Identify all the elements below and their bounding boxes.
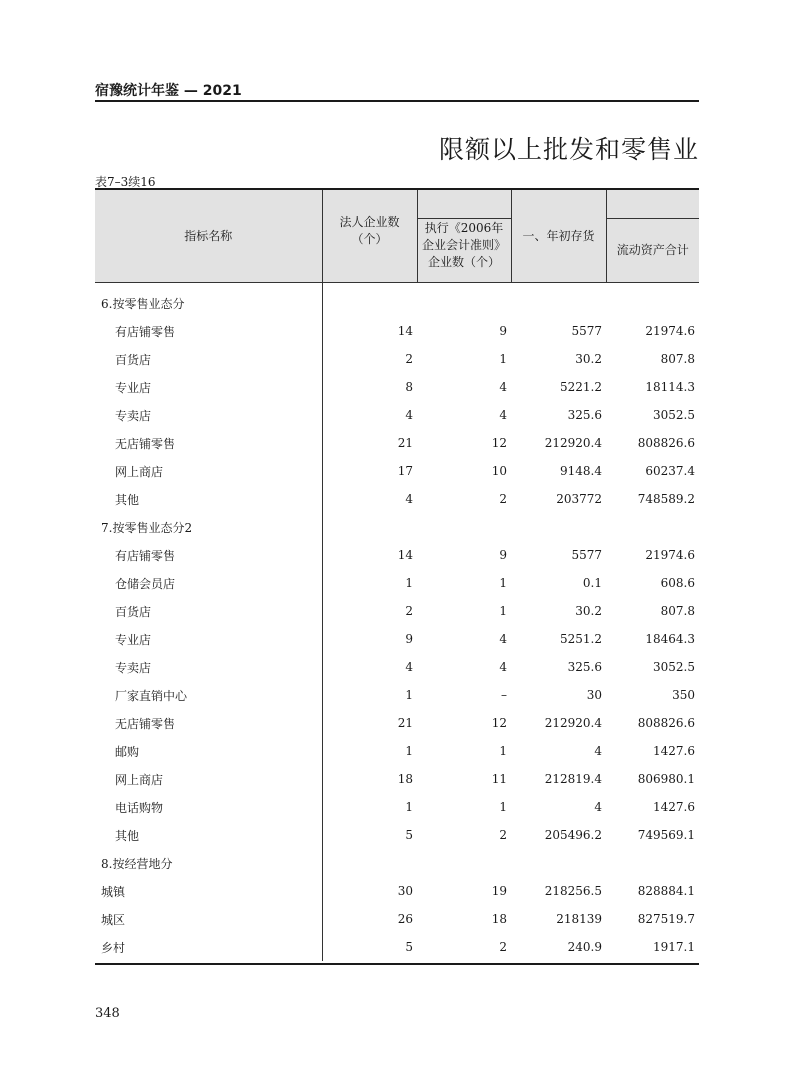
row-std2006	[417, 513, 511, 541]
row-current-assets: 748589.2	[637, 492, 695, 506]
row-inventory: 218139	[556, 912, 602, 926]
row-current-assets: 18114.3	[645, 380, 695, 394]
row-inventory	[511, 849, 606, 877]
row-legal-entities: 4	[322, 653, 417, 681]
row-std2006: 4	[499, 408, 507, 422]
table-row	[95, 709, 699, 737]
row-std2006	[417, 283, 511, 318]
row-name: 其他	[115, 828, 140, 843]
row-legal-entities: 1	[322, 569, 417, 597]
row-name: 百货店	[115, 352, 152, 367]
row-current-assets: 3052.5	[653, 408, 695, 422]
row-legal-entities: 5	[322, 821, 417, 849]
row-name: 无店铺零售	[115, 436, 176, 451]
row-current-assets	[606, 849, 699, 877]
row-inventory: 5221.2	[560, 380, 602, 394]
table-row	[95, 345, 699, 373]
row-current-assets: 18464.3	[645, 632, 695, 646]
row-current-assets: 808826.6	[637, 716, 695, 730]
row-std2006: 18	[491, 912, 507, 926]
section-title: 限额以上批发和零售业	[438, 135, 699, 164]
running-title: 宿豫统计年鉴 — 2021	[95, 83, 242, 99]
table-row	[95, 569, 699, 597]
row-legal-entities: 1	[322, 681, 417, 709]
row-legal-entities: 9	[322, 625, 417, 653]
row-current-assets: 749569.1	[637, 828, 695, 842]
table-row	[95, 513, 699, 541]
row-std2006: 1	[499, 352, 507, 366]
table-row	[95, 849, 699, 877]
row-std2006: 4	[499, 660, 507, 674]
row-current-assets: 807.8	[660, 352, 695, 366]
column-header-legal-entities: 法人企业数 （个）	[322, 189, 417, 283]
row-inventory: 218256.5	[544, 884, 602, 898]
table-row	[95, 653, 699, 681]
row-current-assets: 60237.4	[645, 464, 695, 478]
row-name: 其他	[115, 492, 140, 507]
table-row	[95, 625, 699, 653]
row-name: 6.按零售业态分	[101, 296, 185, 311]
row-name: 专业店	[115, 632, 152, 647]
page-number: 348	[95, 1006, 120, 1021]
row-std2006: 12	[491, 436, 507, 450]
table-row	[95, 793, 699, 821]
row-legal-entities: 14	[322, 317, 417, 345]
row-name: 有店铺零售	[115, 324, 176, 339]
row-name: 厂家直销中心	[115, 688, 188, 703]
row-name: 7.按零售业态分2	[101, 520, 193, 535]
row-name: 仓储会员店	[115, 576, 176, 591]
row-std2006: 1	[499, 744, 507, 758]
row-current-assets: 807.8	[660, 604, 695, 618]
row-inventory: 4	[594, 800, 602, 814]
row-name: 专卖店	[115, 408, 152, 423]
row-legal-entities: 30	[322, 877, 417, 905]
row-current-assets: 21974.6	[645, 324, 695, 338]
column-header-name: 指标名称	[95, 189, 322, 283]
table-row	[95, 905, 699, 933]
table-row	[95, 877, 699, 905]
row-legal-entities: 2	[322, 345, 417, 373]
row-current-assets: 828884.1	[637, 884, 695, 898]
row-name: 8.按经营地分	[101, 856, 173, 871]
row-inventory: 212920.4	[544, 716, 602, 730]
row-std2006: 1	[499, 576, 507, 590]
table-row	[95, 457, 699, 485]
row-name: 无店铺零售	[115, 716, 176, 731]
statistics-table	[95, 188, 699, 961]
column-header-current-assets: 流动资产合计	[606, 189, 699, 283]
row-legal-entities: 8	[322, 373, 417, 401]
row-name: 邮购	[115, 744, 140, 759]
row-legal-entities: 17	[322, 457, 417, 485]
table-row	[95, 429, 699, 457]
row-name: 网上商店	[115, 772, 164, 787]
row-inventory: 5577	[571, 548, 602, 562]
row-name: 专业店	[115, 380, 152, 395]
table-row	[95, 821, 699, 849]
row-legal-entities: 21	[322, 429, 417, 457]
row-current-assets: 21974.6	[645, 548, 695, 562]
row-inventory: 203772	[556, 492, 602, 506]
row-legal-entities: 14	[322, 541, 417, 569]
row-legal-entities: 18	[322, 765, 417, 793]
row-inventory: 205496.2	[544, 828, 602, 842]
row-std2006: 2	[499, 492, 507, 506]
row-inventory: 9148.4	[560, 464, 602, 478]
row-std2006: 1	[499, 800, 507, 814]
row-legal-entities: 21	[322, 709, 417, 737]
row-name: 网上商店	[115, 464, 164, 479]
row-name: 专卖店	[115, 660, 152, 675]
row-std2006: –	[501, 688, 507, 702]
row-legal-entities: 2	[322, 597, 417, 625]
row-inventory	[511, 283, 606, 318]
row-current-assets: 350	[672, 688, 695, 702]
row-legal-entities: 1	[322, 793, 417, 821]
table-row	[95, 283, 699, 318]
row-std2006: 4	[499, 632, 507, 646]
column-header-inventory: 一、年初存货	[511, 189, 606, 283]
header-rule	[95, 100, 699, 102]
row-std2006: 10	[491, 464, 507, 478]
row-legal-entities	[322, 513, 417, 541]
row-legal-entities	[322, 849, 417, 877]
row-std2006	[417, 849, 511, 877]
row-current-assets: 3052.5	[653, 660, 695, 674]
row-legal-entities: 4	[322, 401, 417, 429]
row-std2006: 2	[499, 940, 507, 954]
table-label: 表7–3续16	[95, 175, 156, 189]
row-inventory	[511, 513, 606, 541]
row-name: 城镇	[101, 884, 126, 899]
row-legal-entities	[322, 283, 417, 318]
table-row	[95, 681, 699, 709]
row-inventory: 0.1	[582, 576, 602, 590]
row-std2006: 9	[499, 324, 507, 338]
row-legal-entities: 5	[322, 933, 417, 961]
row-inventory: 30.2	[575, 352, 602, 366]
row-inventory: 30	[586, 688, 602, 702]
row-inventory: 5251.2	[560, 632, 602, 646]
row-std2006: 1	[499, 604, 507, 618]
column-header-std2006: 执行《2006年 企业会计准则》 企业数（个）	[417, 189, 511, 283]
row-legal-entities: 4	[322, 485, 417, 513]
table-row	[95, 737, 699, 765]
table-body	[95, 283, 699, 962]
row-std2006: 12	[491, 716, 507, 730]
row-std2006: 19	[491, 884, 507, 898]
row-inventory: 325.6	[567, 660, 602, 674]
row-inventory: 212920.4	[544, 436, 602, 450]
row-name: 百货店	[115, 604, 152, 619]
table-bottom-rule	[95, 963, 699, 965]
row-name: 城区	[101, 912, 126, 927]
row-current-assets: 808826.6	[637, 436, 695, 450]
row-current-assets: 1427.6	[653, 800, 695, 814]
row-inventory: 325.6	[567, 408, 602, 422]
row-inventory: 212819.4	[544, 772, 602, 786]
table-row	[95, 317, 699, 345]
row-current-assets: 1917.1	[653, 940, 695, 954]
row-inventory: 4	[594, 744, 602, 758]
table-row	[95, 401, 699, 429]
row-legal-entities: 26	[322, 905, 417, 933]
row-current-assets: 1427.6	[653, 744, 695, 758]
row-current-assets: 608.6	[660, 576, 695, 590]
row-inventory: 30.2	[575, 604, 602, 618]
row-std2006: 2	[499, 828, 507, 842]
row-current-assets: 806980.1	[637, 772, 695, 786]
table-row	[95, 765, 699, 793]
table-row	[95, 597, 699, 625]
table-row	[95, 485, 699, 513]
row-current-assets	[606, 513, 699, 541]
row-current-assets	[606, 283, 699, 318]
row-std2006: 11	[491, 772, 507, 786]
row-name: 电话购物	[115, 800, 164, 815]
row-name: 有店铺零售	[115, 548, 176, 563]
table-row	[95, 541, 699, 569]
row-std2006: 9	[499, 548, 507, 562]
table-row	[95, 373, 699, 401]
row-legal-entities: 1	[322, 737, 417, 765]
row-std2006: 4	[499, 380, 507, 394]
row-current-assets: 827519.7	[637, 912, 695, 926]
row-inventory: 240.9	[567, 940, 602, 954]
row-name: 乡村	[101, 940, 126, 955]
table-row	[95, 933, 699, 961]
row-inventory: 5577	[571, 324, 602, 338]
